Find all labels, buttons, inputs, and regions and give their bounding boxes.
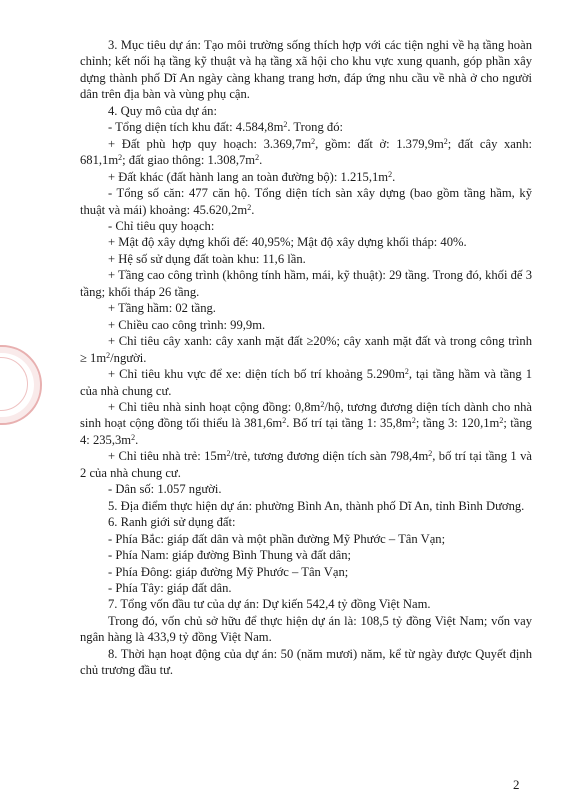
paragraph-operation-period: 8. Thời hạn hoạt động của dự án: 50 (năm mươi) năm, kể từ ngày được Quyết định chủ trương đầu tư. [80,646,532,678]
paragraph-planning-criteria-heading: - Chỉ tiêu quy hoạch: [108,218,215,233]
page-number: 2 [513,777,520,792]
paragraph-kindergarten: + Chỉ tiêu nhà trẻ: $15m^2$/trẻ, tương đương diện tích sàn $798,4m^2$, bố trí tại tầng 1 và 2 của nhà chung cư. [80,449,533,480]
paragraph-boundary-south: - Phía Nam: giáp đường Bình Thung và đất dân; [108,548,352,563]
paragraph-apartment-count: - Tổng số căn: 477 căn hộ. Tổng diện tích sàn xây dựng (bao gồm tầng hầm, kỹ thuật và mái) khoảng: $45.620,2m^2$. [80,186,532,217]
paragraph-project-objective: 3. Mục tiêu dự án: Tạo môi trường sống thích hợp với các tiện nghi về hạ tầng hoàn chỉnh; kết nối hạ tầng kỹ thuật và hạ tầng xã hội cho khu vực xung quanh, góp phần xây dựng thành phố Dĩ An ngày càng khang trang hơn, đáp ứng nhu cầu về nhà ở cho người dân trên địa bàn và vùng phụ cận. [80,38,532,102]
paragraph-land-use-coefficient: + Hệ số sử dụng đất toàn khu: 11,6 lần. [108,251,306,266]
paragraph-building-height: + Chiều cao công trình: 99,9m. [108,317,266,332]
paragraph-community-house: + Chỉ tiêu nhà sinh hoạt cộng đồng: $0,8m^2/hộ$, tương đương diện tích dành cho nhà sinh hoạt cộng đồng tối thiểu là $381,6m^2$. Bố trí tại tầng 1: $35,8m^2$; tầng 3: $120,1m^2$; tầng 4: $235,3m^2$. [80,399,532,447]
paragraph-boundary-east: - Phía Đông: giáp đường Mỹ Phước – Tân Vạn; [108,564,349,579]
paragraph-boundary-west: - Phía Tây: giáp đất dân. [108,580,232,595]
paragraph-basement-floors: + Tầng hầm: 02 tầng. [108,301,216,316]
paragraph-other-land: + Đất khác (đất hành lang an toàn đường bộ): $1.215,1m^2$. [108,169,396,184]
paragraph-building-density: + Mật độ xây dựng khối đế: 40,95%; Mật độ xây dựng khối tháp: 40%. [108,235,467,250]
paragraph-land-boundary-heading: 6. Ranh giới sử dụng đất: [108,515,236,530]
red-seal-stamp-inner-ring [0,357,28,411]
paragraph-green-space: + Chỉ tiêu cây xanh: cây xanh mặt đất ≥20%; cây xanh mặt đất và trong công trình ≥ $1m^2$/người. [80,334,532,365]
paragraph-parking: + Chỉ tiêu khu vực để xe: diện tích bố trí khoảng $5.290m^2$, tại tầng hầm và tầng 1 của nhà chung cư. [80,367,532,398]
paragraph-project-scale-heading: 4. Quy mô của dự án: [108,103,217,118]
paragraph-total-land-area: - Tổng diện tích khu đất: $4.584,8m^2$. Trong đó: [108,120,344,135]
document-body [80,37,532,679]
red-seal-stamp [0,345,42,425]
paragraph-capital-breakdown: Trong đó, vốn chủ sở hữu để thực hiện dự án là: 108,5 tỷ đồng Việt Nam; vốn vay ngân hàng là 433,9 tỷ đồng Việt Nam. [80,613,532,645]
paragraph-building-floors: + Tầng cao công trình (không tính hầm, mái, kỹ thuật): 29 tầng. Trong đó, khối đế 3 tầng; khối tháp 26 tầng. [80,268,532,299]
paragraph-planned-land: + Đất phù hợp quy hoạch: $3.369,7m^2$, gồm: đất ở: $1.379,9m^2$; đất cây xanh: $681,1m^2$; đất giao thông: $1.308,7m^2$. [80,136,532,168]
paragraph-boundary-north: - Phía Bắc: giáp đất dân và một phần đường Mỹ Phước – Tân Vạn; [108,531,446,546]
paragraph-project-location: 5. Địa điểm thực hiện dự án: phường Bình An, thành phố Dĩ An, tỉnh Bình Dương. [108,498,525,513]
paragraph-population: - Dân số: 1.057 người. [108,482,222,497]
paragraph-total-investment: 7. Tổng vốn đầu tư của dự án: Dự kiến 542,4 tỷ đồng Việt Nam. [108,597,431,612]
